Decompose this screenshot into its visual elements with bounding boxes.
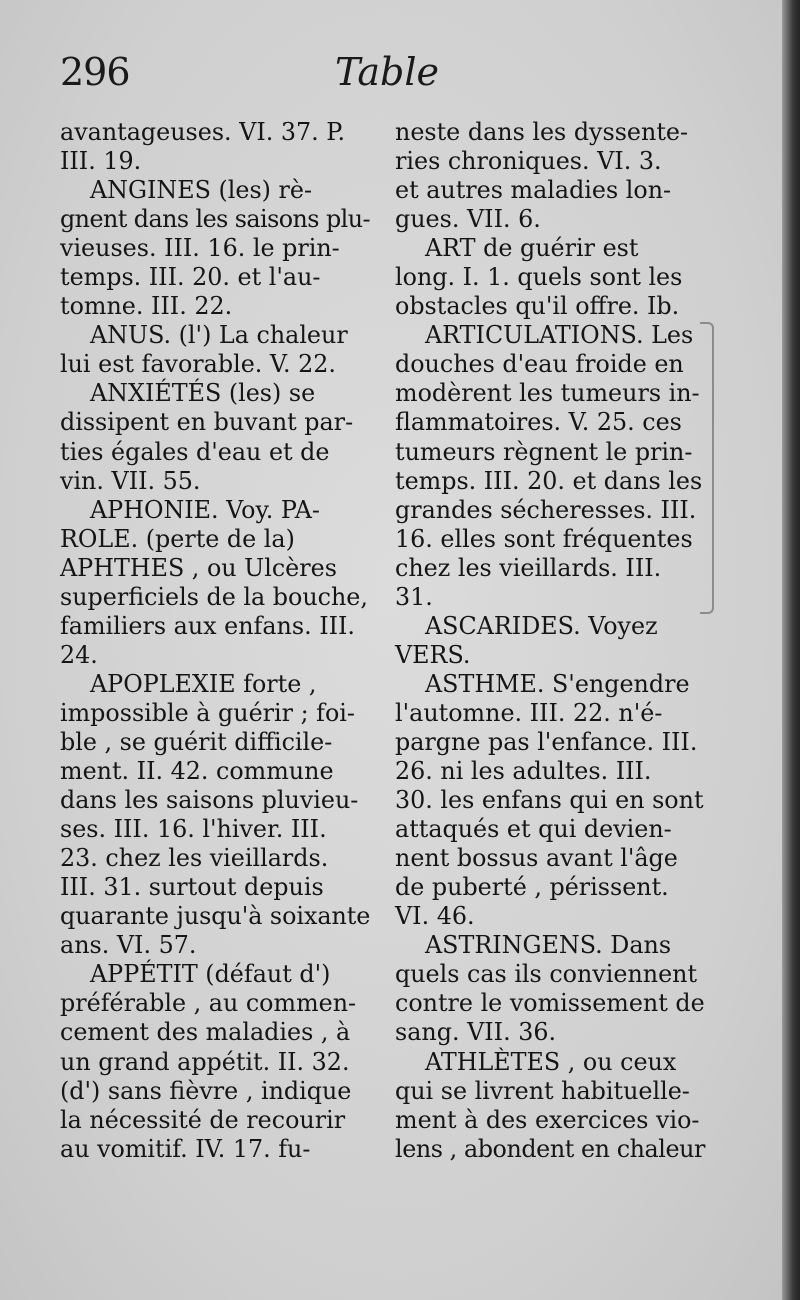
index-line: vin. VII. 55. [60,466,201,495]
index-line: familiers aux enfans. III. [60,611,355,640]
index-line: ANGINES (les) rè- [90,176,313,205]
index-line: contre le vomissement de [395,989,705,1018]
index-line: un grand appétit. II. 32. [60,1047,350,1076]
index-line: ASCARIDES. Voyez [425,611,658,640]
index-line: 31. [395,582,433,611]
index-line: modèrent les tumeurs in- [395,379,700,408]
index-line: tumeurs règnent le prin- [395,437,693,466]
index-line: ANXIÉTÉS (les) se [90,379,316,408]
index-line: la nécessité de recourir [60,1105,346,1134]
index-line: lens , abondent en chaleur [395,1134,705,1163]
index-line: ses. III. 16. l'hiver. III. [60,815,327,844]
running-title: Table [335,50,440,94]
index-line: de puberté , périssent. [395,873,669,902]
index-line: quels cas ils conviennent [395,960,698,989]
index-line: 16. elles sont fréquentes [395,524,693,553]
index-line: nent bossus avant l'âge [395,844,678,873]
index-line: APOPLEXIE forte , [90,669,317,698]
index-line: APHTHES , ou Ulcères [60,553,337,582]
index-line: ble , se guérit difficile- [60,727,333,756]
index-line: ans. VI. 57. [60,931,197,960]
index-line: et autres maladies lon- [395,176,672,205]
index-line: préférable , au commen- [60,989,357,1018]
index-line: long. I. 1. quels sont les [395,263,683,292]
index-line: attaqués et qui devien- [395,815,672,844]
index-line: ment. II. 42. commune [60,757,334,786]
index-line: APHONIE. Voy. PA- [90,495,320,524]
index-line: obstacles qu'il offre. Ib. [395,292,680,321]
index-line: tomne. III. 22. [60,292,233,321]
index-line: ANUS. (l') La chaleur [90,321,348,350]
index-line: impossible à guérir ; foi- [60,698,355,727]
right-column [395,118,705,1164]
index-line: 24. [60,640,98,669]
left-column [60,118,370,1164]
index-line: ASTRINGENS. Dans [425,931,672,960]
index-line: 30. les enfans qui en sont [395,786,704,815]
index-line: III. 31. surtout depuis [60,873,324,902]
index-line: ART de guérir est [425,234,639,263]
index-line: temps. III. 20. et l'au- [60,263,321,292]
index-line: chez les vieillards. III. [395,553,662,582]
index-line: avantageuses. VI. 37. P. [60,118,346,146]
index-line: lui est favorable. V. 22. [60,350,336,379]
index-line: VI. 46. [395,902,475,931]
index-line: ties égales d'eau et de [60,437,330,466]
index-line: douches d'eau froide en [395,350,684,379]
index-line: ROLE. (perte de la) [60,524,295,553]
index-line: ASTHME. S'engendre [425,669,690,698]
index-line: neste dans les dyssente- [395,118,689,146]
index-line: cement des maladies , à [60,1018,351,1047]
index-line: vieuses. III. 16. le prin- [60,234,340,263]
index-line: VERS. [395,640,471,669]
index-line: ment à des exercices vio- [395,1105,700,1134]
index-line: III. 19. [60,147,142,176]
index-line: sang. VII. 36. [395,1018,557,1047]
margin-bracket-mark [700,322,714,614]
index-line: ARTICULATIONS. Les [425,321,694,350]
index-line: l'automne. III. 22. n'é- [395,698,663,727]
page-number: 296 [60,50,130,94]
index-line: pargne pas l'enfance. III. [395,727,698,756]
index-line: ries chroniques. VI. 3. [395,147,662,176]
index-line: superficiels de la bouche, [60,582,368,611]
index-line: gues. VII. 6. [395,205,541,234]
index-line: (d') sans fièvre , indique [60,1076,352,1105]
index-line: ATHLÈTES , ou ceux [425,1047,677,1076]
index-line: dissipent en buvant par- [60,408,354,437]
index-line: dans les saisons pluvieu- [60,786,359,815]
index-line: gnent dans les saisons plu- [60,205,370,234]
page-header [60,48,710,108]
index-line: quarante jusqu'à soixante [60,902,371,931]
index-line: APPÉTIT (défaut d') [90,960,331,989]
index-line: flammatoires. V. 25. ces [395,408,682,437]
page-edge [782,0,800,1300]
index-line: grandes sécheresses. III. [395,495,697,524]
index-line: 23. chez les vieillards. [60,844,329,873]
index-line: au vomitif. IV. 17. fu- [60,1134,311,1163]
index-line: 26. ni les adultes. III. [395,757,652,786]
index-line: temps. III. 20. et dans les [395,466,703,495]
index-line: qui se livrent habituelle- [395,1076,690,1105]
